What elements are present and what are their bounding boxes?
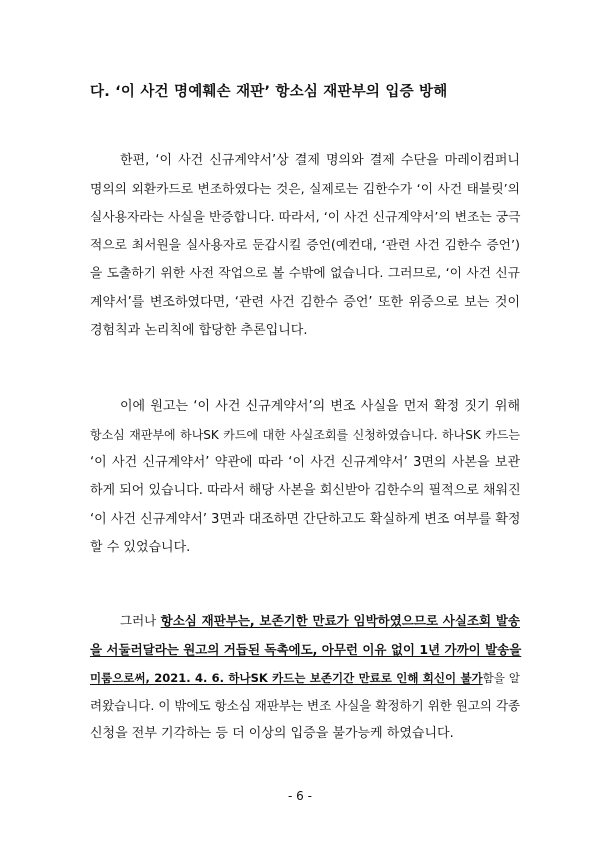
underlined-text: 미룸으로써, 2021. 4. 6. 하나SK 카드는 보존기간 만료로 인해 회신이 불가 xyxy=(90,671,483,685)
underlined-text: 을 서둘러달라는 원고의 거듭된 독촉에도, 아무런 이유 없이 1년 가까이 발송을 xyxy=(90,642,522,657)
underlined-text: 항소심 재판부는, 보존기한 만료가 임박하였으므로 사실조회 발송 xyxy=(160,613,521,628)
paragraph-line: 할 수 있었습니다. xyxy=(90,540,191,555)
paragraph-line: 한편, ‘이 사건 신규계약서’상 결제 명의와 결제 수단을 마레이컴퍼니 xyxy=(120,153,520,168)
paragraph-line xyxy=(90,670,520,686)
paragraph-line: ‘이 사건 신규계약서’ 약관에 따라 ‘이 사건 신규계약서’ 3면의 사본을 보관 xyxy=(90,455,520,470)
section-heading: 다. ‘이 사건 명예훼손 재판’ 항소심 재판부의 입증 방해 xyxy=(90,84,448,100)
paragraph-line: 하게 되어 있습니다. 따라서 해당 사본을 회신받아 김한수의 필적으로 채워진 xyxy=(90,483,521,498)
plain-text: 그러나 xyxy=(120,613,161,628)
paragraph-line: ‘이 사건 신규계약서’ 3면과 대조하면 간단하고도 확실하게 변조 여부를 확정 xyxy=(90,512,521,527)
paragraph-line xyxy=(120,613,520,629)
paragraph-line: 계약서’를 변조하였다면, ‘관련 사건 김한수 증언’ 또한 위증으로 보는 것이 xyxy=(90,295,520,310)
paragraph-line: 실사용자라는 사실을 반증합니다. 따라서, ‘이 사건 신규계약서’의 변조는 궁극 xyxy=(90,210,521,225)
paragraph-line: 명의의 외환카드로 변조하였다는 것은, 실제로는 김한수가 ‘이 사건 태블릿’의 xyxy=(90,182,520,197)
paragraph-line: 항소심 재판부에 하나SK 카드에 대한 사실조회를 신청하였습니다. 하나SK 카드는 xyxy=(90,428,520,442)
page-number: - 6 - xyxy=(288,789,312,803)
paragraph-line: 적으로 최서원을 실사용자로 둔갑시킬 증언(예컨대, ‘관련 사건 김한수 증언’) xyxy=(90,238,520,253)
paragraph-line: 려왔습니다. 이 밖에도 항소심 재판부는 변조 사실을 확정하기 위한 원고의 각종 xyxy=(90,698,521,713)
paragraph-line xyxy=(90,642,520,658)
paragraph-line: 신청을 전부 기각하는 등 더 이상의 입증을 불가능케 하였습니다. xyxy=(90,726,454,741)
plain-text: 함을 알 xyxy=(482,671,520,685)
paragraph-line: 경험칙과 논리칙에 합당한 추론입니다. xyxy=(90,323,308,338)
paragraph-line: 을 도출하기 위한 사전 작업으로 볼 수밖에 없습니다. 그러므로, ‘이 사건 신규 xyxy=(90,266,520,281)
paragraph-line: 이에 원고는 ‘이 사건 신규계약서’의 변조 사실을 먼저 확정 짓기 위해 xyxy=(120,399,520,414)
